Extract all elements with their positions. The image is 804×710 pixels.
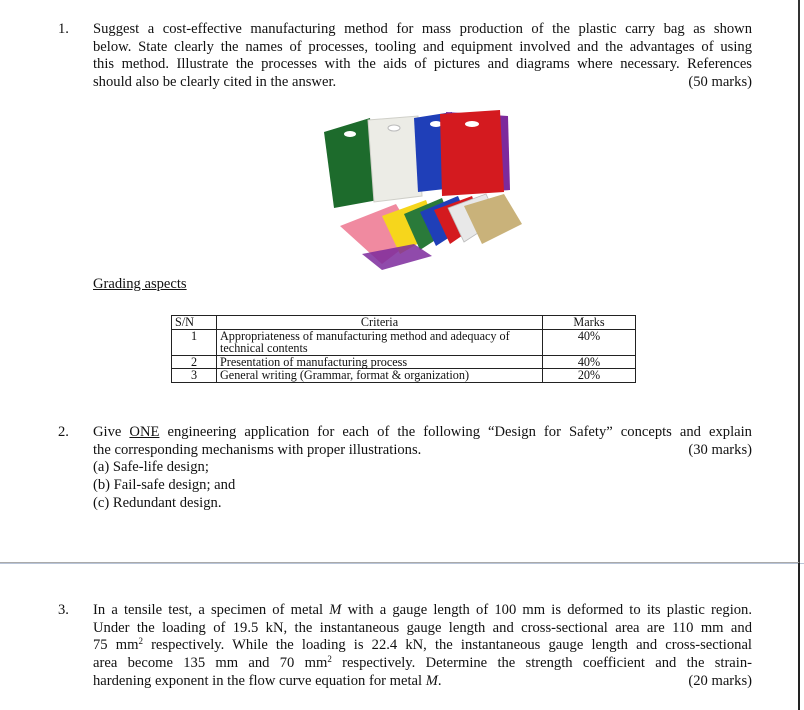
row-criteria-line: Appropriateness of manufacturing method and adequacy of	[220, 328, 510, 343]
question-3-text	[93, 602, 752, 691]
table-row	[172, 369, 636, 383]
question-2-text	[93, 424, 752, 513]
row-marks: 40%	[543, 355, 636, 369]
q3-metal: M	[425, 672, 438, 689]
q3-l4-a: area become 135 mm and 70 mm	[93, 655, 328, 672]
row-sn: 2	[172, 355, 217, 369]
header-sn: S/N	[172, 316, 217, 330]
grading-table	[171, 315, 636, 383]
question-1-line: this method. Illustrate the processes with the aids of pictures and diagrams where necessary. References	[93, 56, 752, 73]
q3-metal: M	[329, 602, 342, 618]
question-1-line: Suggest a cost-effective manufacturing method for mass production of the plastic carry bag as shown	[93, 21, 752, 37]
q3-sup: 2	[327, 654, 332, 665]
q3-l1-a: In a tensile test, a specimen of metal	[93, 602, 330, 618]
question-2-number: 2.	[58, 424, 69, 440]
question-3-line	[93, 673, 752, 691]
row-marks: 20%	[543, 369, 636, 383]
question-1-marks: (50 marks)	[688, 74, 752, 91]
q3-l5-a: hardening exponent in the flow curve equation for metal	[93, 672, 426, 689]
question-2-line	[93, 442, 752, 460]
row-marks: 40%	[543, 329, 636, 355]
q2-text-pre: Give	[93, 424, 130, 440]
question-3-number: 3.	[58, 602, 69, 618]
q3-l1-b: with a gauge length of 100 mm is deformed to its plastic region.	[341, 602, 752, 618]
q3-l5-b: .	[437, 672, 442, 689]
q2-emphasis: ONE	[129, 424, 160, 440]
row-criteria-line: technical contents	[220, 341, 308, 356]
question-3-marks: (20 marks)	[688, 672, 752, 689]
table-row	[172, 329, 636, 355]
grading-aspects-heading: Grading aspects	[93, 276, 187, 292]
q3-l4-b: respectively. Determine the strength coefficient and the strain-	[331, 655, 752, 672]
question-2-marks: (30 marks)	[688, 441, 752, 458]
question-1-text	[93, 21, 752, 92]
q2-text-post: engineering application for each of the following “Design for Safety” concepts and explain	[159, 424, 752, 440]
header-marks: Marks	[543, 316, 636, 330]
red-bag-handle	[465, 121, 479, 127]
header-criteria: Criteria	[217, 316, 543, 330]
question-2-line	[93, 424, 752, 442]
row-criteria: General writing (Grammar, format & organization)	[217, 369, 543, 383]
white-bag-handle	[388, 125, 400, 131]
right-margin-rule	[798, 563, 800, 710]
question-2-line-text: the corresponding mechanisms with proper illustrations.	[93, 441, 422, 458]
row-criteria: Presentation of manufacturing process	[217, 355, 543, 369]
question-1-line-text: should also be clearly cited in the answer.	[93, 74, 337, 91]
table-header-row	[172, 316, 636, 330]
green-bag-handle	[344, 131, 356, 137]
question-2-item: (b) Fail-safe design; and	[93, 477, 236, 494]
q3-l3-a: 75 mm	[93, 637, 139, 654]
question-1-line	[93, 74, 752, 92]
question-3-line: Under the loading of 19.5 kN, the instantaneous gauge length and cross-sectional area are 110 mm and	[93, 619, 752, 636]
question-1-number: 1.	[58, 21, 69, 37]
table-row	[172, 355, 636, 369]
q3-sup: 2	[138, 636, 143, 647]
row-criteria	[217, 329, 543, 355]
question-3-line	[93, 637, 752, 655]
row-sn: 3	[172, 369, 217, 383]
page-break-rule	[0, 563, 804, 564]
plastic-bags-photo	[322, 104, 532, 272]
question-2-item: (a) Safe-life design;	[93, 459, 209, 476]
q3-l3-b: respectively. While the loading is 22.4 kN, the instantaneous gauge length and cross-sectional	[142, 637, 752, 654]
question-3-line	[93, 602, 752, 620]
question-2-item: (c) Redundant design.	[93, 494, 222, 511]
row-sn: 1	[172, 329, 217, 355]
question-3-line	[93, 655, 752, 673]
question-1-line: below. State clearly the names of processes, tooling and equipment involved and the advantages of using	[93, 38, 752, 55]
